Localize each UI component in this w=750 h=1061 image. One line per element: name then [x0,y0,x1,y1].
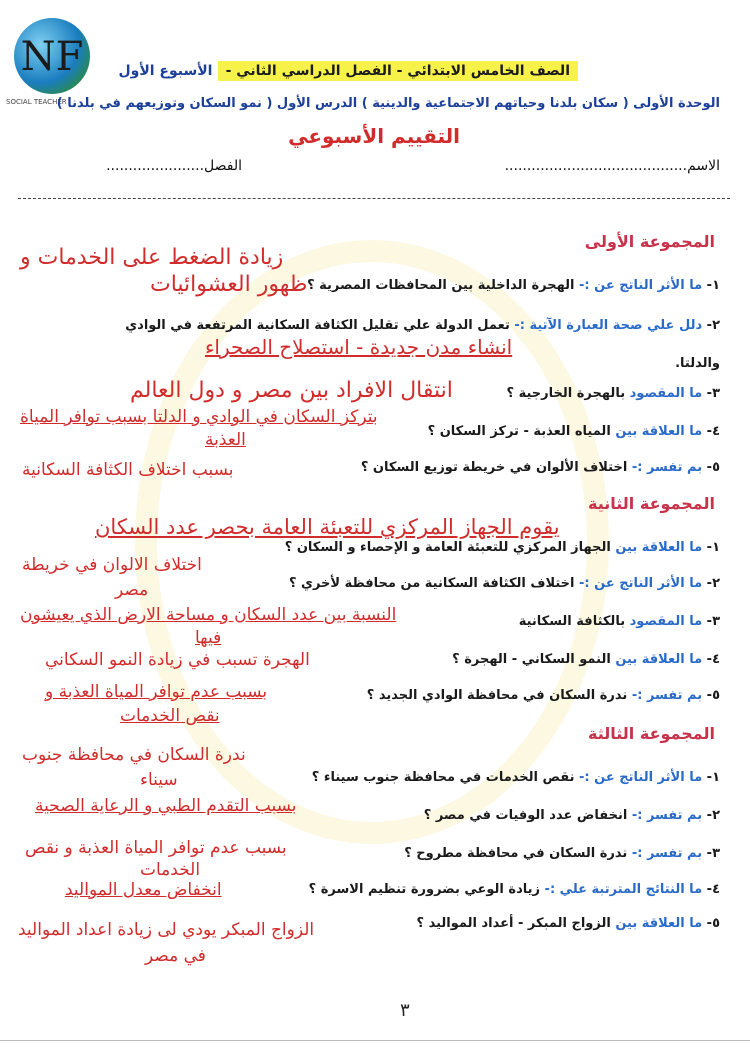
answer-2-5b: نقص الخدمات [120,706,220,726]
question-text: اختلاف الألوان في خريطة توزيع السكان ؟ [360,460,628,475]
question-text: بالهجرة الخارجية ؟ [506,386,626,401]
question-keyword: ما الأثر الناتج عن :- [579,576,703,591]
logo-tagline: SOCIAL TEACHER [6,98,67,106]
question-text: بالكثافة السكانية [518,614,626,629]
question-number: ٥- [706,460,720,475]
question-keyword: ما المقصود [629,386,703,401]
question-keyword: بم تفسر :- [631,808,703,823]
answer-2-3b: فيها [195,628,222,648]
question-keyword: ما النتائج المترتبة علي :- [544,882,703,897]
answer-3-4: انخفاض معدل المواليد [65,880,222,900]
answer-1-1b: ظهور العشوائيات [150,272,308,297]
assessment-title: التقييم الأسبوعي [288,124,460,148]
question-text: ندرة السكان في محافظة الوادي الجديد ؟ [366,688,628,703]
question-number: ١- [706,540,720,555]
class-field: الفصل...................... [106,158,242,174]
logo-letters: NF [20,34,84,80]
question-keyword: بم تفسر :- [631,846,703,861]
answer-2-1: يقوم الجهاز المركزي للتعبئة العامة بحصر عدد السكان [95,515,560,539]
question-number: ١- [706,770,720,785]
question-keyword: بم تفسر :- [631,460,703,475]
question-3-3 [404,846,720,861]
question-2-5 [367,688,720,703]
page-number: ٣ [400,1000,410,1021]
question-keyword: بم تفسر :- [631,688,703,703]
question-keyword: ما المقصود [629,614,703,629]
question-1-4 [428,424,720,439]
answer-1-2: انشاء مدن جديدة - استصلاح الصحراء [205,335,513,359]
question-2-1 [285,540,720,555]
separator-line [18,198,730,199]
grade-label: الصف الخامس الابتدائي - الفصل الدراسي الثاني - [218,61,578,81]
question-text: انخفاض عدد الوفيات في مصر ؟ [423,808,628,823]
answer-1-4b: العذبة [205,430,246,450]
answer-2-2: اختلاف الالوان في خريطة [22,555,202,575]
question-number: ٣- [706,386,720,401]
question-keyword: ما الأثر الناتج عن :- [579,278,703,293]
answer-3-2: بسبب التقدم الطبي و الرعاية الصحية [35,796,297,816]
question-text: الهجرة الداخلية بين المحافظات المصرية ؟ [307,278,575,293]
question-number: ٤- [706,652,720,667]
answer-2-4: الهجرة تسبب في زيادة النمو السكاني [45,650,310,670]
unit-lesson-line: الوحدة الأولى ( سكان بلدنا وحياتهم الاجتماعية والدينية ) الدرس الأول ( نمو السكان وتوزيعهم في بلدنا ) [56,96,720,111]
question-1-2-cont: والدلتا. [675,356,720,371]
group-2-title: المجموعة الثانية [588,494,715,513]
question-text: المياه العذبة - تركز السكان ؟ [427,424,611,439]
question-keyword: ما العلاقة بين [615,424,703,439]
question-keyword: ما الأثر الناتج عن :- [579,770,703,785]
group-3-title: المجموعة الثالثة [588,724,715,743]
name-field: الاسم......................................... [504,158,720,174]
question-text: الجهاز المركزي للتعبئة العامة و الإحصاء و السكان ؟ [284,540,611,555]
question-3-2 [424,808,720,823]
question-number: ٤- [706,424,720,439]
bottom-border [0,1040,750,1041]
question-number: ٢- [706,808,720,823]
question-text: النمو السكاني - الهجرة ؟ [452,652,611,667]
answer-1-5: بسبب اختلاف الكثافة السكانية [22,460,234,480]
question-1-2 [125,318,720,333]
question-text: الزواج المبكر - أعداد المواليد ؟ [416,916,611,931]
question-1-5 [361,460,720,475]
question-keyword: ما العلاقة بين [615,652,703,667]
question-text: زيادة الوعي بضرورة تنظيم الاسرة ؟ [308,882,541,897]
answer-2-5: بسبب عدم توافر المياة العذبة و [45,682,268,702]
group-1-title: المجموعة الأولى [584,232,715,251]
answer-3-5: الزواج المبكر يودي لى زيادة اعداد المواليد [18,920,315,940]
question-text: ندرة السكان في محافظة مطروح ؟ [404,846,628,861]
question-text: تعمل الدولة علي تقليل الكثافة السكانية المرتفعة في الوادي [125,318,510,333]
question-2-3 [519,614,720,629]
header-title [118,60,578,79]
question-keyword: دلل علي صحة العبارة الآتية :- [514,318,703,333]
question-number: ٢- [706,318,720,333]
question-number: ٣- [706,614,720,629]
question-number: ٢- [706,576,720,591]
question-keyword: ما العلاقة بين [615,916,703,931]
answer-3-5b: في مصر [145,946,206,966]
answer-1-4: بتركز السكان في الوادي و الدلتا بسبب توافر المياة [20,407,378,427]
answer-2-3: النسبة بين عدد السكان و مساحة الارض الذي يعيشون [20,605,397,625]
question-3-5 [417,916,720,931]
answer-2-2b: مصر [115,580,149,600]
question-3-4 [309,882,720,897]
answer-1-1: زيادة الضغط على الخدمات و [20,245,284,270]
question-2-2 [289,576,720,591]
question-number: ٣- [706,846,720,861]
question-2-4 [452,652,720,667]
question-1-1 [307,278,720,293]
question-number: ٤- [706,882,720,897]
question-number: ٥- [706,916,720,931]
answer-1-3: انتقال الافراد بين مصر و دول العالم [130,378,453,403]
question-number: ١- [706,278,720,293]
question-1-3 [507,386,721,401]
question-3-1 [312,770,720,785]
answer-3-1b: سيناء [140,770,178,790]
question-number: ٥- [706,688,720,703]
answer-3-3: بسبب عدم توافر المياة العذبة و نقص [25,838,287,858]
question-keyword: ما العلاقة بين [615,540,703,555]
question-text: اختلاف الكثافة السكانية من محافظة لأخري ؟ [288,576,575,591]
week-label: الأسبوع الأول [118,63,213,79]
answer-3-1: ندرة السكان في محافظة جنوب [22,745,246,765]
answer-3-3b: الخدمات [140,860,201,880]
question-text: نقص الخدمات في محافظة جنوب سيناء ؟ [311,770,575,785]
